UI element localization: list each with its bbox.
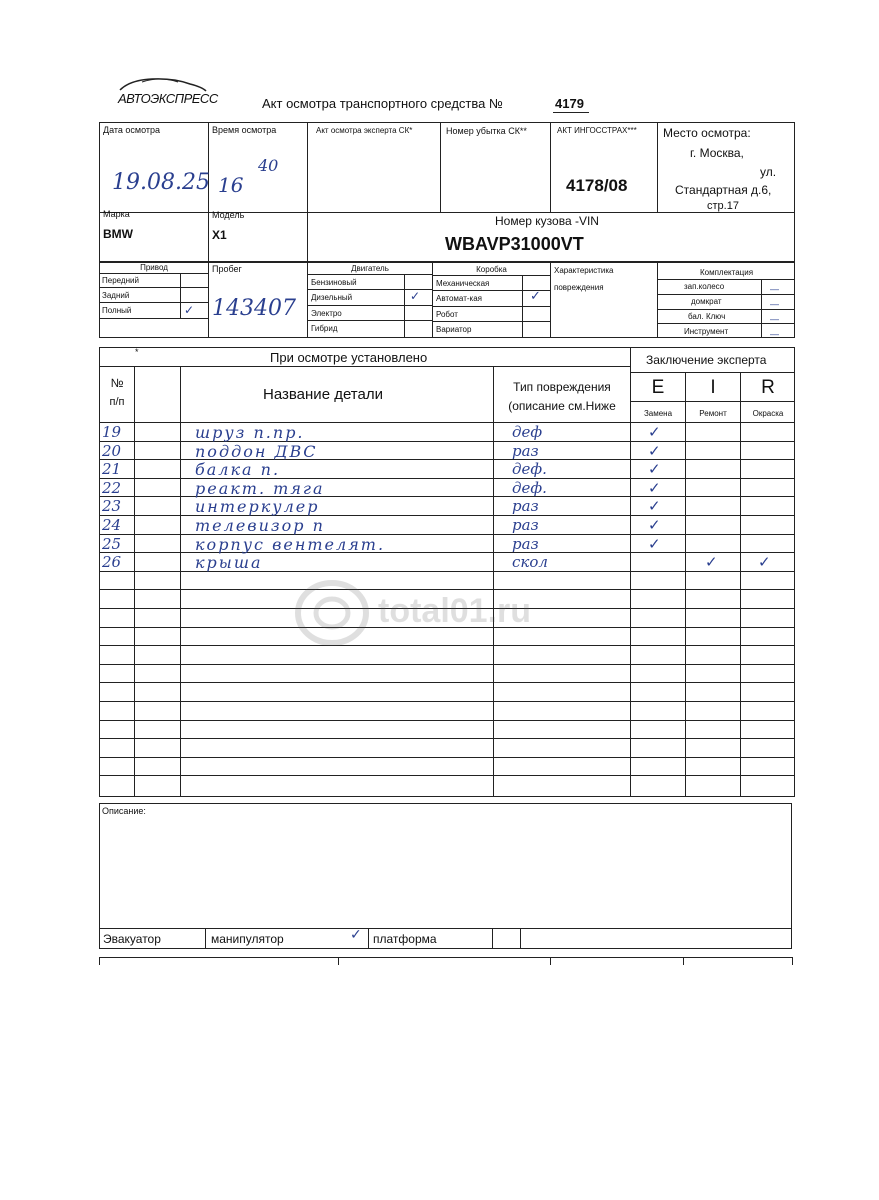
row-check-replace: ✓: [648, 423, 661, 441]
gearbox-label: Коробка: [476, 265, 507, 274]
row-part-name: шруз п.пр.: [195, 423, 305, 442]
vin-value: WBAVP31000VT: [445, 234, 584, 254]
row-divider: [99, 757, 795, 758]
row-check-replace: ✓: [648, 516, 661, 534]
ingos-label: АКТ ИНГОССТРАХ***: [557, 126, 637, 135]
claim-label: Номер убытка СК**: [446, 126, 527, 136]
drive-all: Полный: [102, 306, 132, 315]
row-damage-type: скол: [512, 553, 548, 571]
row-divider: [99, 738, 795, 739]
row-damage-type: деф.: [512, 479, 547, 497]
platform-check: ✓: [350, 926, 362, 942]
row-divider: [99, 645, 795, 646]
row-damage-type: деф.: [512, 460, 547, 478]
row-damage-type: раз: [512, 442, 539, 460]
num-header-1: №: [110, 376, 124, 390]
row-number: 22: [102, 479, 122, 497]
watermark-logo-icon: [292, 578, 372, 648]
time-hours: 16: [218, 173, 244, 197]
expert-conclusion: Заключение эксперта: [646, 353, 767, 367]
damage-type-header-1: Тип повреждения: [513, 380, 611, 394]
equip-tools: Инструмент: [684, 327, 729, 336]
engine-hybrid: Гибрид: [311, 324, 338, 333]
equip-wrench: бал. Ключ: [688, 312, 726, 321]
row-number: 23: [102, 497, 122, 515]
row-number: 21: [102, 460, 122, 478]
engine-diesel-check: ✓: [410, 289, 421, 303]
date-label: Дата осмотра: [103, 125, 161, 135]
engine-petrol: Бензиновый: [311, 278, 357, 287]
time-label: Время осмотра: [212, 125, 277, 135]
row-part-name: крыша: [195, 553, 263, 572]
act-number: 4179: [555, 96, 584, 111]
ingos-value: 4178/08: [566, 176, 628, 195]
document-title: Акт осмотра транспортного средства №: [262, 96, 503, 111]
place-street-2: Стандартная д.6,: [675, 183, 772, 197]
equip-marks: — — — —: [770, 284, 779, 339]
drive-rear: Задний: [102, 291, 130, 300]
row-number: 20: [102, 442, 122, 460]
row-check-replace: ✓: [648, 442, 661, 460]
row-divider: [99, 682, 795, 683]
findings-title: При осмотре установлено: [270, 350, 428, 365]
model-label: Модель: [212, 210, 245, 220]
place-street-1: ул.: [760, 165, 777, 179]
row-part-name: реакт. тяга: [195, 479, 325, 498]
row-part-name: поддон ДВС: [195, 442, 318, 461]
row-check-replace: ✓: [648, 460, 661, 478]
row-check-replace: ✓: [648, 479, 661, 497]
part-name-header: Название детали: [263, 386, 383, 403]
gearbox-cvt: Вариатор: [436, 325, 472, 334]
manipulator-label: манипулятор: [211, 932, 284, 946]
make-label: Марка: [103, 209, 130, 219]
gearbox-manual: Механическая: [436, 279, 490, 288]
platform-label: платформа: [373, 932, 437, 946]
equip-spare: зап.колесо: [684, 282, 725, 291]
row-check-repair: ✓: [705, 553, 718, 571]
row-divider: [99, 720, 795, 721]
description-label: Описание:: [102, 806, 146, 816]
damage-char-label-2: повреждения: [554, 283, 604, 292]
drive-front: Передний: [102, 276, 139, 285]
sk-act-label: Акт осмотра эксперта СК*: [316, 126, 413, 135]
row-number: 25: [102, 535, 122, 553]
col-i-header: I: [710, 377, 716, 398]
col-e-sub: Замена: [643, 409, 673, 418]
gearbox-auto-check: ✓: [530, 288, 541, 303]
row-number: 26: [102, 553, 122, 571]
row-divider: [99, 664, 795, 665]
col-i-sub: Ремонт: [699, 409, 727, 418]
findings-asterisk: *: [135, 347, 139, 357]
place-street-3: стр.17: [707, 200, 739, 212]
make-value: BMW: [103, 227, 133, 241]
row-damage-type: раз: [512, 497, 539, 515]
tow-label: Эвакуатор: [103, 932, 161, 946]
row-damage-type: раз: [512, 535, 539, 553]
equip-jack: домкрат: [691, 297, 722, 306]
row-part-name: балка п.: [195, 460, 281, 479]
col-r-sub: Окраска: [752, 409, 784, 418]
damage-char-label-1: Характеристика: [554, 266, 614, 275]
col-r-header: R: [761, 377, 775, 398]
place-label: Место осмотра:: [663, 126, 751, 140]
row-number: 24: [102, 516, 122, 534]
damage-type-header-2: (описание см.Ниже: [508, 399, 616, 413]
model-value: X1: [212, 228, 227, 242]
row-part-name: корпус вентелят.: [195, 535, 386, 554]
row-divider: [99, 589, 795, 590]
row-check-replace: ✓: [648, 497, 661, 515]
company-logo: [112, 74, 218, 110]
row-number: 19: [102, 423, 122, 441]
vin-label: Номер кузова -VIN: [495, 214, 599, 228]
row-check-replace: ✓: [648, 535, 661, 553]
date-value: 19.08.25: [112, 170, 210, 195]
engine-diesel: Дизельный: [311, 293, 353, 302]
row-damage-type: раз: [512, 516, 539, 534]
drive-all-check: ✓: [184, 303, 195, 317]
watermark-text: total01.ru: [378, 592, 532, 630]
row-damage-type: деф: [512, 423, 543, 441]
time-minutes: 40: [258, 156, 279, 175]
row-part-name: телевизор п: [195, 516, 325, 535]
drive-label: Привод: [140, 263, 168, 272]
place-city: г. Москва,: [690, 146, 744, 160]
row-check-paint: ✓: [758, 553, 771, 571]
gearbox-auto: Автомат-кая: [436, 294, 482, 303]
row-divider: [99, 701, 795, 702]
num-header-2: п/п: [109, 396, 125, 408]
engine-label: Двигатель: [351, 264, 389, 273]
engine-electric: Электро: [311, 309, 342, 318]
row-part-name: интеркулер: [195, 497, 320, 516]
mileage-label: Пробег: [212, 264, 242, 274]
equipment-label: Комплектация: [699, 268, 754, 277]
col-e-header: E: [651, 377, 665, 398]
mileage-value: 143407: [212, 296, 296, 321]
logo-text: АВТОЭКСПРЕСС: [118, 91, 218, 106]
gearbox-robot: Робот: [436, 310, 458, 319]
row-divider: [99, 775, 795, 776]
